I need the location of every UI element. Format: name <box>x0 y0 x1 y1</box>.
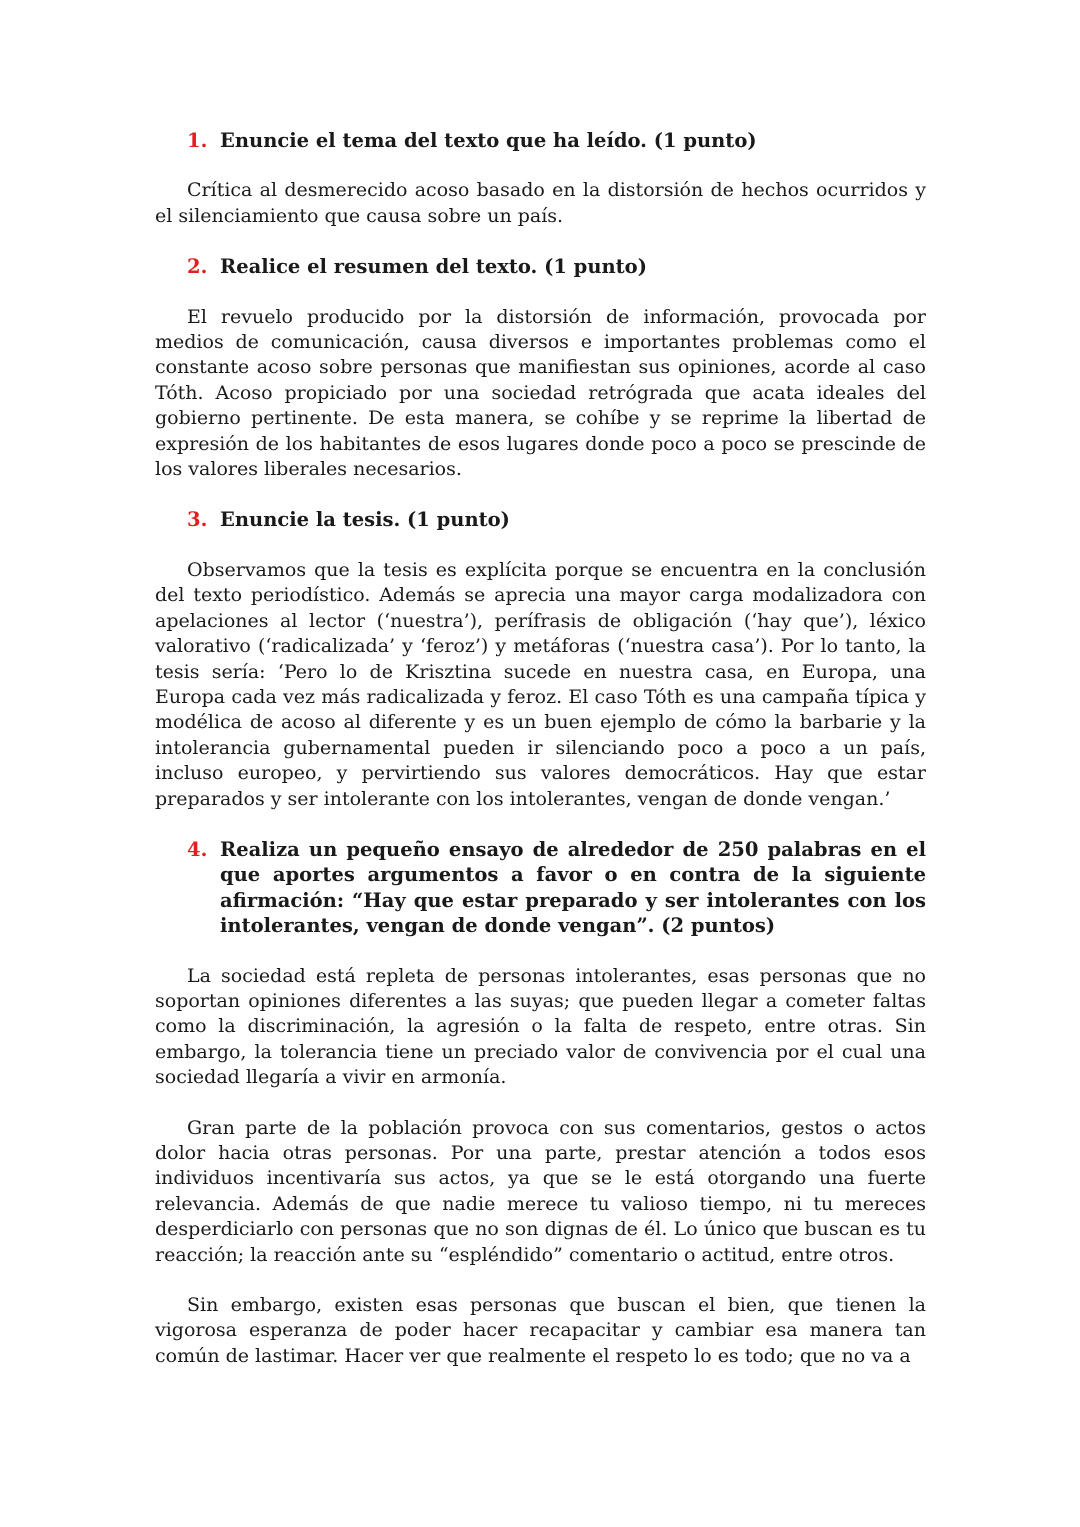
essay-paragraph-1: La sociedad está repleta de personas intolerantes, esas personas que no soportan opiniones diferentes a las suyas; que pueden llegar a cometer faltas como la discriminación, la agresión o la falta de respeto, entre otras. Sin embargo, la tolerancia tiene un preciado valor de convivencia por el cual una sociedad llegaría a vivir en armonía. <box>155 964 926 1089</box>
document-page <box>155 128 926 1369</box>
question-4-heading <box>155 837 926 939</box>
essay-paragraph-3: Sin embargo, existen esas personas que buscan el bien, que tienen la vigorosa esperanza de poder hacer recapacitar y cambiar esa manera tan común de lastimar. Hacer ver que realmente el respeto lo es todo; que no va a <box>155 1294 926 1367</box>
question-3-heading <box>155 507 926 532</box>
question-2-heading <box>155 254 926 279</box>
question-number: 4. <box>187 837 208 861</box>
answer-paragraph: Observamos que la tesis es explícita porque se encuentra en la conclusión del texto periodístico. Además se aprecia una mayor carga modalizadora con apelaciones al lector (‘nuestra’), perífrasis de obligación (‘hay que’), léxico valorativo (‘radicalizada’ y ‘feroz’) y metáforas (‘nuestra casa’). Por lo tanto, la tesis sería: ‘Pero lo de Krisztina sucede en nuestra casa, en Europa, una Europa cada vez más radicalizada y feroz. El caso Tóth es una campaña típica y modélica de acoso al diferente y es un buen ejemplo de cómo la barbarie y la intolerancia gubernamental pueden ir silenciando poco a poco a un país, incluso europeo, y pervirtiendo sus valores democráticos. Hay que estar preparados y ser intolerante con los intolerantes, vengan de donde vengan.’ <box>155 558 926 810</box>
question-1-heading <box>155 128 926 153</box>
question-number: 2. <box>187 255 208 279</box>
question-number: 3. <box>187 508 208 532</box>
question-prompt: Realiza un pequeño ensayo de alrededor de 250 palabras en el que aportes argumentos a favor o en contra de la siguiente afirmación: “Hay que estar preparado y ser intolerantes con los intolerantes, vengan de donde vengan”. (2 puntos) <box>220 837 926 938</box>
question-prompt: Enuncie la tesis. (1 punto) <box>220 508 510 532</box>
question-number: 1. <box>187 129 208 152</box>
essay-paragraph-2: Gran parte de la población provoca con sus comentarios, gestos o actos dolor hacia otras personas. Por una parte, prestar atención a todos esos individuos incentivaría sus actos, ya que se le está otorgando una fuerte relevancia. Además de que nadie merece tu valioso tiempo, ni tu mereces desperdiciarlo con personas que no son dignas de él. Lo único que buscan es tu reacción; la reacción ante su “espléndido” comentario o actitud, entre otros. <box>155 1116 926 1266</box>
question-prompt: Realice el resumen del texto. (1 punto) <box>220 255 647 279</box>
answer-paragraph: Crítica al desmerecido acoso basado en la distorsión de hechos ocurridos y el silenciamiento que causa sobre un país. <box>155 179 926 227</box>
question-prompt: Enuncie el tema del texto que ha leído. (1 punto) <box>220 129 757 152</box>
answer-paragraph: El revuelo producido por la distorsión de información, provocada por medios de comunicación, causa diversos e importantes problemas como el constante acoso sobre personas que manifiestan sus opiniones, acorde al caso Tóth. Acoso propiciado por una sociedad retrógrada que acata ideales del gobierno pertinente. De esta manera, se cohíbe y se reprime la libertad de expresión de los habitantes de esos lugares donde poco a poco se prescinde de los valores liberales necesarios. <box>155 305 926 481</box>
